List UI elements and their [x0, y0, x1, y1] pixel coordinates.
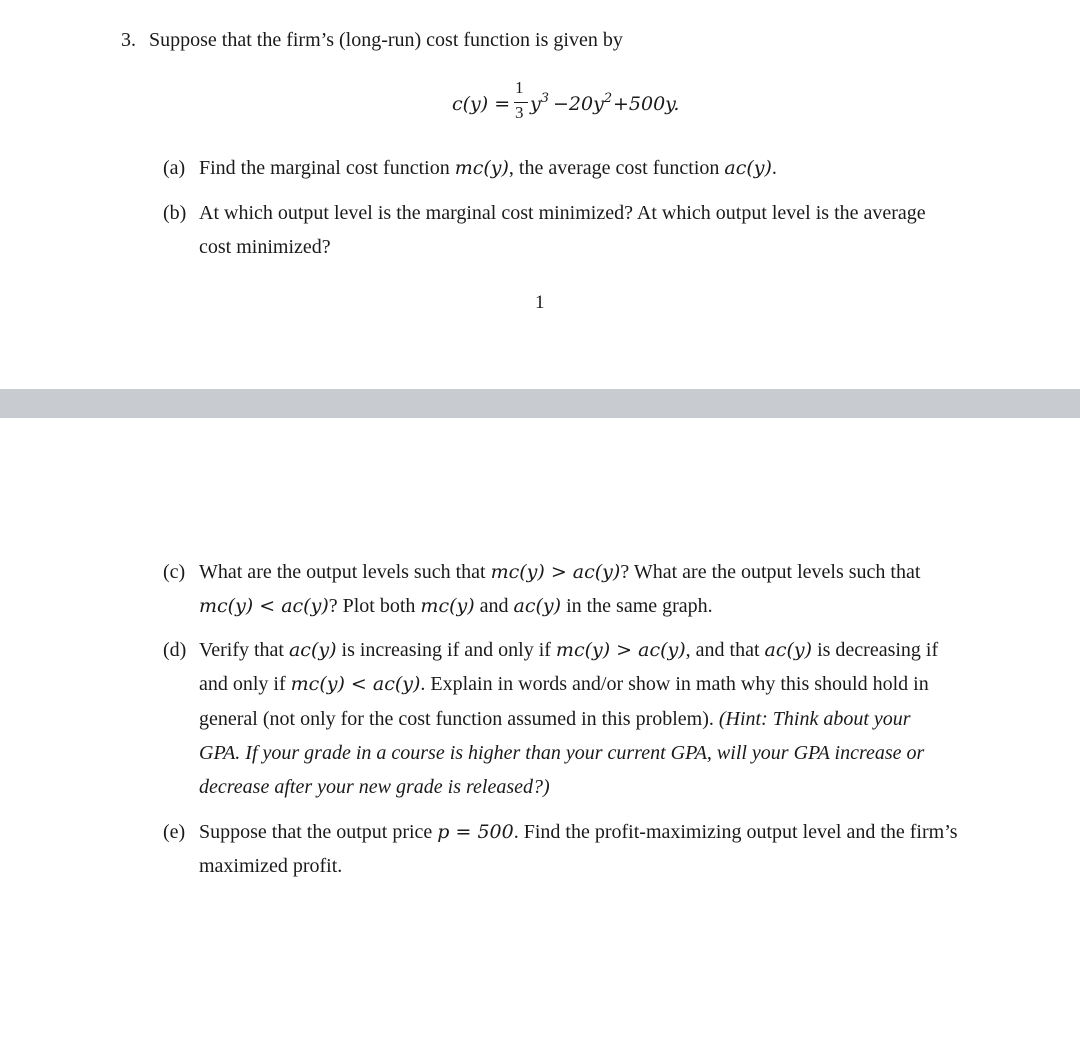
part-d-line-5: decrease after your new grade is released?) [199, 776, 550, 798]
part-d-line-2: and only if mc(y) < ac(y). Explain in words and/or show in math why this should hold in [199, 673, 929, 695]
part-d-line-1: Verify that ac(y) is increasing if and only if mc(y) > ac(y), and that ac(y) is decreasing if [199, 639, 939, 661]
part-c-label: (c) [163, 561, 186, 583]
formula-linear-term: +500y. [613, 93, 680, 115]
part-a-label: (a) [163, 157, 186, 179]
document-page-2 [0, 418, 1080, 1042]
page-number: 1 [535, 292, 545, 313]
part-e-line-2: maximized profit. [199, 855, 343, 877]
problem-number: 3. [121, 29, 136, 51]
part-e-line-1: Suppose that the output price p = 500. Find the profit-maximizing output level and the firm’s [199, 821, 958, 843]
part-b-label: (b) [163, 202, 187, 224]
page-separator [0, 389, 1080, 418]
part-d-label: (d) [163, 639, 187, 661]
part-c-line-2: mc(y) < ac(y)? Plot both mc(y) and ac(y) in the same graph. [199, 595, 713, 617]
formula-quadratic-term: $-20y^2$ [553, 91, 613, 115]
formula-cubic-term: $y^3$ [530, 91, 550, 115]
part-b-line-1: At which output level is the marginal cost minimized? At which output level is the average [199, 202, 926, 224]
document-page-1 [0, 0, 1080, 389]
formula-lhs: c(y) = [452, 93, 511, 115]
part-a-text: Find the marginal cost function mc(y), the average cost function ac(y). [199, 157, 777, 179]
fraction-denominator: 3 [515, 103, 524, 122]
part-d-line-3: general (not only for the cost function assumed in this problem). (Hint: Think about your [199, 708, 911, 730]
fraction-numerator: 1 [515, 78, 524, 97]
part-b-line-2: cost minimized? [199, 236, 331, 258]
problem-intro: Suppose that the firm’s (long-run) cost function is given by [149, 29, 623, 51]
part-c-line-1: What are the output levels such that mc(y) > ac(y)? What are the output levels such that [199, 561, 921, 583]
part-e-label: (e) [163, 821, 186, 843]
part-d-line-4: GPA. If your grade in a course is higher than your current GPA, will your GPA increase or [199, 742, 925, 764]
